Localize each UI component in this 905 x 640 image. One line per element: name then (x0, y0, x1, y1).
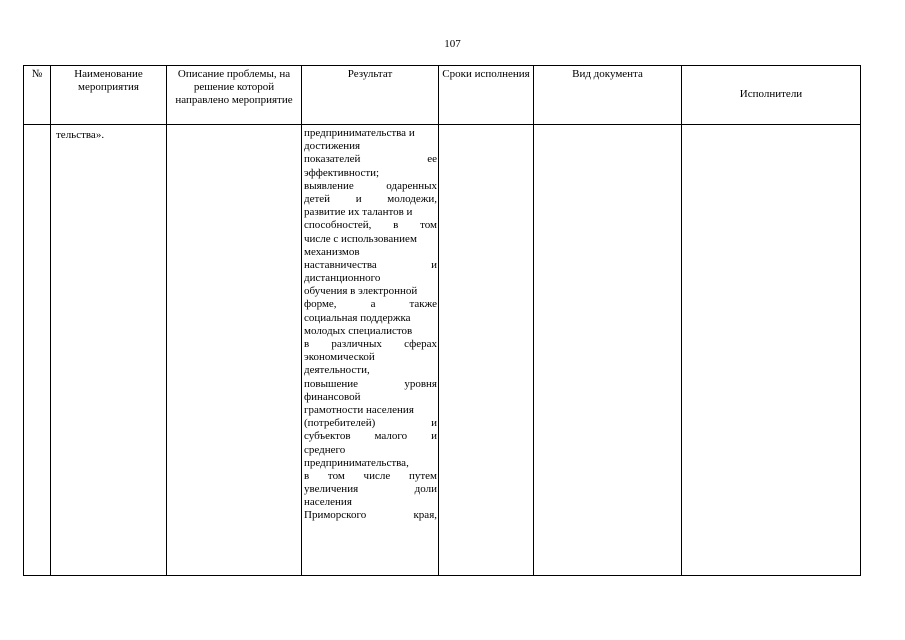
cell-number (24, 125, 51, 576)
cell-doc-type (534, 125, 682, 576)
page-number: 107 (444, 38, 461, 50)
result-line: форме, а также (304, 298, 437, 311)
header-doc-type: Вид документа (534, 66, 682, 125)
result-line: среднего (304, 443, 346, 456)
header-problem: Описание проблемы, на решение которой направлено мероприятие (167, 66, 302, 125)
result-line: социальная поддержка (304, 311, 411, 324)
result-line: наставничества и (304, 258, 437, 271)
result-line: дистанционного (304, 272, 381, 285)
cell-problem (167, 125, 302, 576)
result-line: экономической (304, 351, 375, 364)
table-row (24, 125, 861, 576)
header-name: Наименование мероприятия (51, 66, 167, 125)
result-line: (потребителей) и (304, 417, 437, 430)
result-line: грамотности населения (304, 403, 414, 416)
result-text (302, 125, 438, 523)
result-line: развитие их талантов и (304, 206, 413, 219)
table-header-row (24, 66, 861, 125)
result-line: детей и молодежи, (304, 192, 437, 205)
result-line: населения (304, 496, 352, 509)
result-line: числе с использованием (304, 232, 417, 245)
header-deadline: Сроки исполнения (439, 66, 534, 125)
result-line: выявление одаренных (304, 179, 437, 192)
result-line: молодых специалистов (304, 324, 413, 337)
result-line: в том числе путем (304, 469, 437, 482)
result-line: предпринимательства и (304, 127, 415, 139)
result-line: обучения в электронной (304, 285, 418, 298)
result-line: показателей ее (304, 153, 437, 166)
result-line: предпринимательства, (304, 456, 409, 469)
cell-executors (682, 125, 861, 576)
header-number: № (24, 66, 51, 125)
cell-name: тельства». (51, 125, 167, 576)
cell-deadline (439, 125, 534, 576)
result-line: Приморского края, (304, 509, 437, 522)
result-line: эффективности; (304, 166, 380, 179)
result-line: финансовой (304, 390, 361, 403)
result-line: способностей, в том (304, 219, 437, 232)
result-line: в различных сферах (304, 338, 437, 350)
measures-table (23, 65, 861, 576)
cell-result (302, 125, 439, 576)
result-line: механизмов (304, 245, 360, 258)
result-line: повышение уровня (304, 377, 437, 390)
result-line: достижения (304, 140, 361, 153)
result-line: субъектов малого и (304, 430, 437, 443)
result-line: увеличения доли (304, 483, 437, 496)
result-line: деятельности, (304, 364, 370, 377)
header-result: Результат (302, 66, 439, 125)
header-executors: Исполнители (682, 66, 861, 125)
